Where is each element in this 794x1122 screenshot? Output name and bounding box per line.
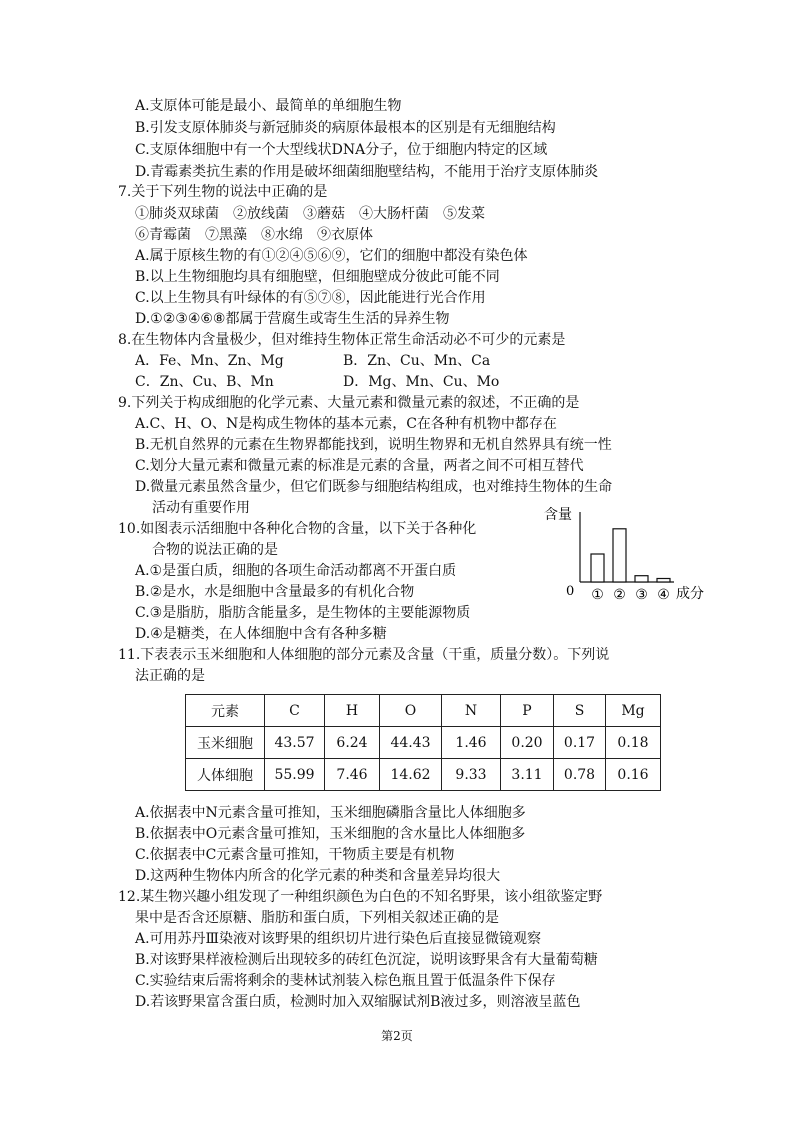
q9-option-d-continued: 活动有重要作用: [152, 500, 250, 516]
table-header-cell: C: [265, 695, 325, 727]
q7-option-d: D.①②③④⑥⑧都属于营腐生或寄生生活的异养生物: [135, 311, 450, 327]
q6-option-d: D.青霉素类抗生素的作用是破坏细菌细胞壁结构，不能用于治疗支原体肺炎: [135, 164, 599, 180]
q10-option-d: D.④是糖类，在人体细胞中含有各种多糖: [135, 626, 387, 642]
q10-option-b: B.②是水，水是细胞中含量最多的有机化合物: [135, 584, 415, 600]
table-header-cell: O: [380, 695, 442, 727]
element-content-table: [185, 694, 661, 791]
table-cell: 3.11: [501, 759, 554, 791]
chart-y-axis-label: 含量: [544, 507, 572, 523]
q9-option-c: C.划分大量元素和微量元素的标准是元素的含量，两者之间不可相互替代: [135, 458, 584, 474]
q12-stem-line1: 12.某生物兴趣小组发现了一种组织颜色为白色的不知名野果，该小组欲鉴定野: [118, 889, 603, 905]
q8-option-a: A．Fe、Mn、Zn、Mg: [135, 353, 284, 369]
table-cell: 0.78: [554, 759, 606, 791]
chart-bar-4: [657, 579, 670, 583]
table-row: [186, 759, 661, 791]
chart-bar-2: [613, 529, 626, 582]
q7-organisms-line2: ⑥青霉菌 ⑦黑藻 ⑧水绵 ⑨衣原体: [135, 227, 373, 243]
table-cell: 7.46: [325, 759, 380, 791]
q12-option-b: B.对该野果样液检测后出现较多的砖红色沉淀，说明该野果含有大量葡萄糖: [135, 952, 598, 968]
table-header-cell: 元素: [186, 695, 265, 727]
table-cell: 玉米细胞: [186, 727, 265, 759]
chart-category-label: ④: [657, 587, 670, 603]
table-header-cell: N: [442, 695, 501, 727]
table-header-cell: P: [501, 695, 554, 727]
q12-stem-line2: 果中是否含还原糖、脂肪和蛋白质，下列相关叙述正确的是: [135, 910, 499, 926]
table-cell: 0.20: [501, 727, 554, 759]
q9-option-a: A.C、H、O、N是构成生物体的基本元素，C在各种有机物中都存在: [135, 416, 557, 432]
table-header-row: [186, 695, 661, 727]
table-cell: 44.43: [380, 727, 442, 759]
q7-option-c: C.以上生物具有叶绿体的有⑤⑦⑧，因此能进行光合作用: [135, 290, 486, 306]
table-cell: 0.18: [606, 727, 661, 759]
table-cell: 6.24: [325, 727, 380, 759]
q7-option-a: A.属于原核生物的有①②④⑤⑥⑨，它们的细胞中都没有染色体: [135, 248, 528, 264]
q10-option-a: A.①是蛋白质，细胞的各项生命活动都离不开蛋白质: [135, 563, 457, 579]
q7-stem: 7.关于下列生物的说法中正确的是: [118, 184, 328, 200]
q7-organisms-line1: ①肺炎双球菌 ②放线菌 ③蘑菇 ④大肠杆菌 ⑤发菜: [135, 206, 485, 222]
q8-option-c: C．Zn、Cu、B、Mn: [135, 374, 274, 390]
q8-stem: 8.在生物体内含量极少，但对维持生物体正常生命活动必不可少的元素是: [118, 332, 566, 348]
chart-category-label: ③: [635, 587, 648, 603]
q12-option-d: D.若该野果富含蛋白质，检测时加入双缩脲试剂B液过多，则溶液呈蓝色: [135, 994, 581, 1010]
q6-option-c: C.支原体细胞中有一个大型线状DNA分子，位于细胞内特定的区域: [135, 142, 548, 158]
q11-option-b: B.依据表中O元素含量可推知，玉米细胞的含水量比人体细胞多: [135, 826, 526, 842]
table-cell: 1.46: [442, 727, 501, 759]
table-header-cell: Mg: [606, 695, 661, 727]
table-cell: 0.17: [554, 727, 606, 759]
table-cell: 0.16: [606, 759, 661, 791]
chart-x-axis-label: 成分: [676, 586, 704, 602]
q6-option-b: B.引发支原体肺炎与新冠肺炎的病原体最根本的区别是有无细胞结构: [135, 120, 556, 136]
q8-option-d: D．Mg、Mn、Cu、Mo: [343, 374, 500, 390]
chart-bar-1: [591, 554, 604, 582]
q10-stem-line1: 10.如图表示活细胞中各种化合物的含量，以下关于各种化: [118, 521, 477, 537]
table-cell: 9.33: [442, 759, 501, 791]
table-header-cell: H: [325, 695, 380, 727]
compound-content-bar-chart: [538, 500, 718, 610]
table-cell: 14.62: [380, 759, 442, 791]
q11-stem-line2: 法正确的是: [135, 668, 205, 684]
table-header-cell: S: [554, 695, 606, 727]
q10-option-c: C.③是脂肪，脂肪含能量多，是生物体的主要能源物质: [135, 605, 471, 621]
chart-bar-3: [635, 576, 648, 582]
q11-option-d: D.这两种生物体内所含的化学元素的种类和含量差异均很大: [135, 868, 501, 884]
q12-option-c: C.实验结束后需将剩余的斐林试剂装入棕色瓶且置于低温条件下保存: [135, 973, 556, 989]
table-cell: 人体细胞: [186, 759, 265, 791]
chart-origin-label: 0: [566, 584, 575, 599]
table-cell: 55.99: [265, 759, 325, 791]
table-row: [186, 727, 661, 759]
q9-option-d: D.微量元素虽然含量少，但它们既参与细胞结构组成，也对维持生物体的生命: [135, 479, 613, 495]
q11-option-a: A.依据表中N元素含量可推知，玉米细胞磷脂含量比人体细胞多: [135, 805, 526, 821]
q8-option-b: B．Zn、Cu、Mn、Ca: [343, 353, 491, 369]
q6-option-a: A.支原体可能是最小、最简单的单细胞生物: [135, 98, 402, 114]
page-number: 第2页: [381, 1029, 413, 1043]
q9-stem: 9.下列关于构成细胞的化学元素、大量元素和微量元素的叙述，不正确的是: [118, 395, 580, 411]
chart-category-label: ①: [591, 587, 604, 603]
q12-option-a: A.可用苏丹Ⅲ染液对该野果的组织切片进行染色后直接显微镜观察: [135, 931, 542, 947]
chart-category-label: ②: [613, 587, 626, 603]
q9-option-b: B.无机自然界的元素在生物界都能找到，说明生物界和无机自然界具有统一性: [135, 437, 612, 453]
q10-stem-line2: 合物的说法正确的是: [152, 542, 278, 558]
q11-stem-line1: 11.下表表示玉米细胞和人体细胞的部分元素及含量（干重，质量分数）。下列说: [118, 647, 610, 663]
q11-option-c: C.依据表中C元素含量可推知，干物质主要是有机物: [135, 847, 455, 863]
q7-option-b: B.以上生物细胞均具有细胞壁，但细胞壁成分彼此可能不同: [135, 269, 500, 285]
table-cell: 43.57: [265, 727, 325, 759]
